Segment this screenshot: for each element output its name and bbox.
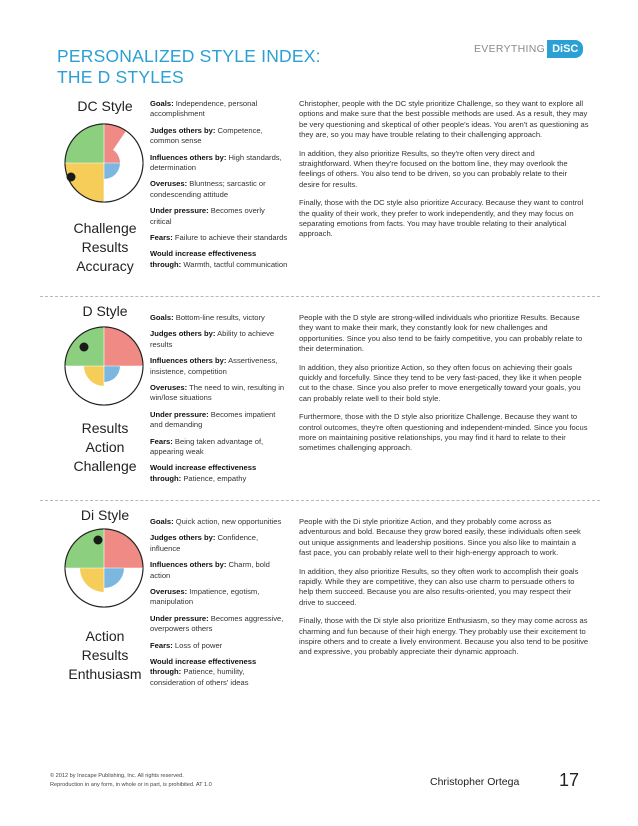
disc-wheel-icon (62, 526, 146, 610)
description-text (299, 99, 589, 248)
description-paragraph: Finally, those with the Di style also prioritize Enthusiasm, so they may come across as charming and fun because of their high energy. They probably use their excitement to inspire others and to create a lively environment. Because you also tend to be positive and expressive, you probably appreciate their dynamic approach. (299, 616, 589, 657)
attribute-overuses: Overuses: The need to win, resulting in win/lose situations (150, 383, 285, 403)
description-paragraph: People with the D style are strong-willed individuals who prioritize Results. Because they want to make their mark, they constantly look for new challenges and opportunities. Since you also tend to be fairly competitive, you can probably relate to their determination. (299, 313, 583, 354)
style-section-d (0, 303, 638, 503)
wheel-dot (67, 173, 76, 182)
description-paragraph: In addition, they also prioritize Results, so they're often very direct and straightforward. When they're focused on the bottom line, they may overlook the feelings of others. You also tend to be driven, so you can probably relate to their desire for results. (299, 148, 568, 189)
attribute-under-pressure: Under pressure: Becomes impatient and demanding (150, 409, 276, 430)
description-paragraph: In addition, they also prioritize Action, so they often focus on achieving their goals quickly and forcefully. Since they tend to be very fast-paced, they like it when people cut to the chase. Since you also prefer to move energetically toward your goals, you can probably relate well to their bold style. (299, 362, 582, 403)
description-paragraph: Finally, those with the DC style also prioritize Accuracy. Because they want to control the quality of their work, they prefer to work independently, and they may focus on separating emotions from facts. You may have trouble relating to their analytical approach. (299, 198, 584, 239)
page-title-line1: PERSONALIZED STYLE INDEX: (57, 46, 321, 66)
section-divider (40, 500, 600, 501)
priority-triad (45, 419, 165, 476)
attribute-overuses: Overuses: Impatience, egotism, manipulation (150, 587, 260, 607)
attribute-increase-effectiveness: Would increase effectiveness through: Warmth, tactful communication (150, 249, 288, 269)
priority-3: Enthusiasm (68, 666, 142, 682)
section-divider (40, 296, 600, 297)
attribute-goals: Goals: Quick action, new opportunities (150, 517, 282, 526)
attributes-list (150, 313, 288, 490)
wheel-segment-c (104, 163, 120, 179)
priority-triad (45, 219, 165, 276)
attribute-increase-effectiveness: Would increase effectiveness through: Patience, empathy (150, 463, 257, 483)
priority-1: Challenge (73, 220, 137, 236)
priority-triad (45, 627, 165, 684)
wheel-dot (94, 536, 103, 545)
wheel-dot (80, 343, 89, 352)
priority-1: Action (85, 628, 125, 644)
person-name: Christopher Ortega (430, 776, 520, 788)
page-title (57, 46, 321, 88)
attribute-judges: Judges others by: Ability to achieve results (150, 329, 275, 349)
attribute-influences: Influences others by: High standards, determination (150, 152, 282, 173)
attribute-increase-effectiveness: Would increase effectiveness through: Patience, humility, consideration of others' ideas (150, 657, 257, 687)
brand-badge: DiSC (547, 40, 583, 58)
copyright-line: Reproduction in any form, in whole or in part, is prohibited. AT 1.0 (50, 782, 212, 788)
attribute-fears: Fears: Being taken advantage of, appearing weak (150, 436, 264, 457)
description-text (299, 313, 589, 462)
attributes-list (150, 99, 288, 276)
priority-2: Results (81, 647, 129, 663)
disc-wheel-icon (62, 324, 146, 408)
description-paragraph: Furthermore, those with the D style also prioritize Challenge. Because they want to control outcomes, they're often questioning and independent-minded. Since you focus more on maintaining positive relationships, you may find it hard to relate to their sometimes challenging approach. (299, 412, 588, 453)
description-text (299, 517, 589, 666)
page-number: 17 (559, 770, 580, 790)
description-paragraph: People with the Di style prioritize Action, and they probably come across as adventurous and bold. Because they grow bored easily, these individuals often seek out unique assignments and leadership positions. Since you also like to maintain a fast pace, you can probably relate well to their high-energy approach to work. (299, 517, 581, 558)
attribute-under-pressure: Under pressure: Becomes overly critical (150, 206, 265, 226)
copyright-notice (50, 772, 212, 790)
style-section-dc (0, 95, 638, 295)
attribute-judges: Judges others by: Confidence, influence (150, 533, 259, 553)
style-name: DC Style (77, 98, 133, 114)
priority-2: Results (81, 239, 129, 255)
attribute-judges: Judges others by: Competence, common sense (150, 125, 263, 146)
description-paragraph: In addition, they also prioritize Results, so they often work to accomplish their goals rapidly. While they are competitive, they can also use charm to persuade others to help them succeed. Because you are also results-oriented, you may respect their drive to succeed. (299, 566, 579, 607)
style-name: D Style (82, 303, 128, 319)
style-section-di (0, 507, 638, 727)
priority-3: Challenge (73, 458, 137, 474)
attribute-influences: Influences others by: Assertiveness, insistence, competition (150, 356, 278, 376)
disc-wheel-icon (62, 121, 146, 205)
attribute-under-pressure: Under pressure: Becomes aggressive, overpowers others (150, 613, 284, 634)
priority-2: Action (85, 439, 125, 455)
brand-text: EVERYTHING (474, 43, 546, 55)
priority-3: Accuracy (76, 258, 134, 274)
page-title-line2: THE D STYLES (57, 67, 184, 87)
attributes-list (150, 517, 288, 694)
description-paragraph: Christopher, people with the DC style prioritize Challenge, so they want to explore all options and make sure that the best possible methods are used. As a result, they may be very questioning and skeptical of other people's ideas. You aren't as questioning as they are, so you may have trouble relating to their challenging approach. (299, 99, 589, 140)
copyright-line: © 2012 by Inscape Publishing, Inc. All rights reserved. (50, 773, 184, 779)
attribute-influences: Influences others by: Charm, bold action (150, 560, 270, 580)
attribute-goals: Goals: Bottom-line results, victory (150, 313, 265, 322)
priority-1: Results (81, 420, 129, 436)
attribute-goals: Goals: Independence, personal accomplishment (150, 99, 258, 119)
brand-logo (474, 40, 583, 58)
style-name: Di Style (80, 507, 130, 523)
attribute-fears: Fears: Loss of power (150, 640, 223, 650)
attribute-fears: Fears: Failure to achieve their standards (150, 233, 288, 243)
attribute-overuses: Overuses: Bluntness; sarcastic or condescending attitude (150, 179, 266, 199)
